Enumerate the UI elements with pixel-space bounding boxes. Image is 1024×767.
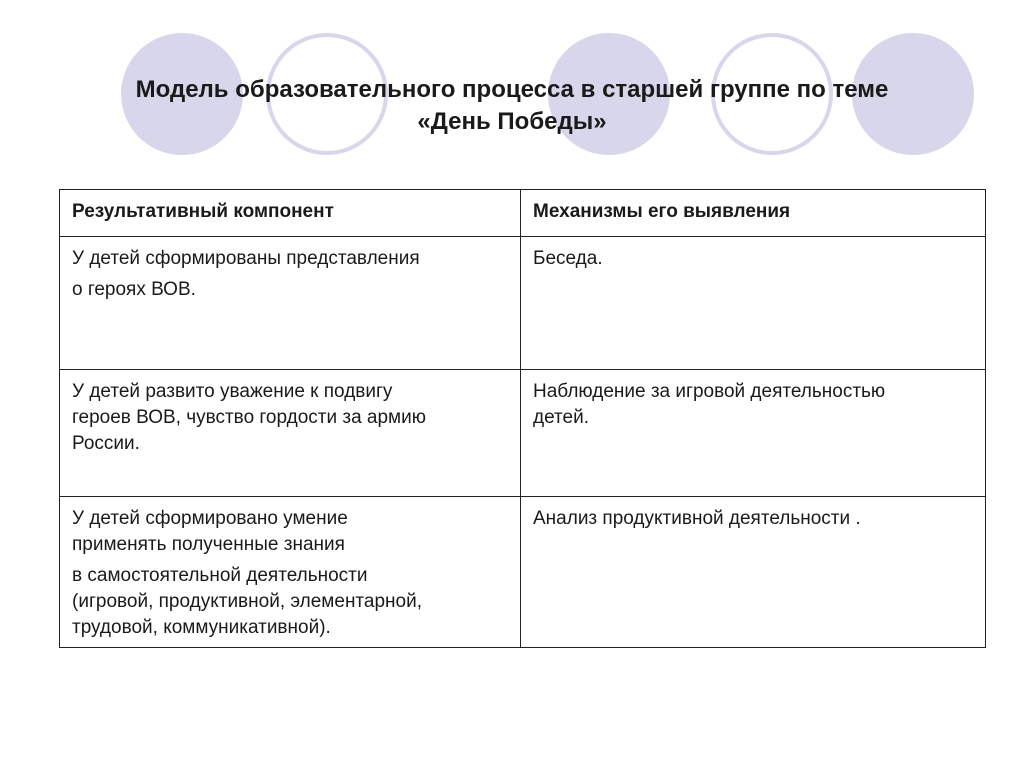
cell-line: У детей развито уважение к подвигу	[72, 381, 393, 402]
table-row	[60, 237, 986, 370]
cell-line: (игровой, продуктивной, элементарной,	[72, 591, 423, 612]
cell-line: Беседа.	[533, 248, 603, 269]
table-header-row	[60, 190, 986, 237]
cell-line: в самостоятельной деятельности	[72, 565, 368, 586]
cell-line: У детей сформированы представления	[72, 248, 420, 269]
cell-line: детей.	[533, 407, 589, 428]
table-row	[60, 370, 986, 497]
component-cell	[60, 370, 521, 497]
model-table	[59, 189, 986, 648]
cell-line: о героях ВОВ.	[72, 279, 196, 300]
title-line-2: «День Победы»	[417, 108, 607, 135]
mechanism-cell	[521, 237, 986, 370]
cell-line: У детей сформировано умение	[72, 508, 348, 529]
header-mechanism: Механизмы его выявления	[521, 190, 986, 237]
title-line-1: Модель образовательного процесса в старшей группе по теме	[135, 76, 889, 103]
component-cell	[60, 497, 521, 648]
slide-title	[40, 74, 984, 138]
cell-line: трудовой, коммуникативной).	[72, 617, 331, 638]
mechanism-cell	[521, 370, 986, 497]
cell-line: России.	[72, 433, 140, 454]
table-row	[60, 497, 986, 648]
component-cell	[60, 237, 521, 370]
cell-line: Анализ продуктивной деятельности .	[533, 508, 861, 529]
cell-line: применять полученные знания	[72, 534, 345, 555]
cell-line: Наблюдение за игровой деятельностью	[533, 381, 886, 402]
header-component: Результативный компонент	[60, 190, 521, 237]
mechanism-cell	[521, 497, 986, 648]
cell-line: героев ВОВ, чувство гордости за армию	[72, 407, 426, 428]
